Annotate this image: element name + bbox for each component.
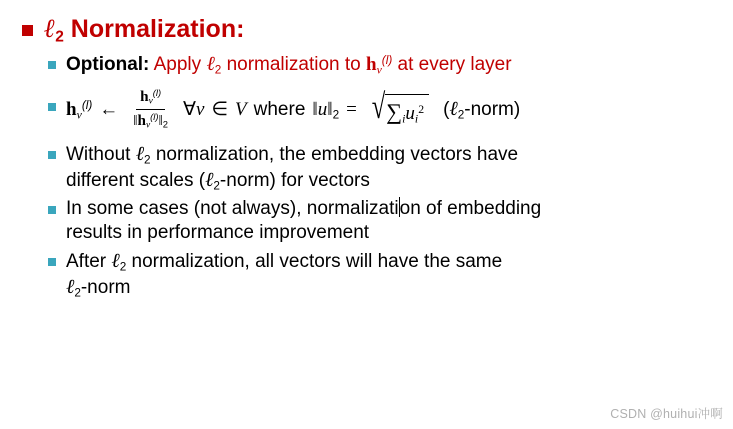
bullet-optional-vector-sub: v (376, 63, 382, 77)
after-line1-ell-sub: 2 (119, 260, 127, 274)
bullet-optional-pre: Apply (153, 54, 207, 76)
formula-square-root (366, 87, 429, 127)
after-line2-ell-sub: 2 (74, 286, 81, 300)
bullet-optional-ell: ℓ (206, 53, 215, 76)
formula-forall: ∀ (183, 98, 197, 120)
formula-expression (66, 87, 520, 133)
page-title (44, 14, 244, 46)
formula-norm-u: $‖u‖_2$ (312, 98, 340, 121)
bullet-optional-lead: Optional: (66, 54, 150, 76)
formula-in-symbol: ∈ (211, 98, 229, 120)
slide-title-row (22, 14, 715, 46)
without-line1-pre: Without (66, 143, 136, 165)
bullet-some-cases-text (66, 197, 541, 246)
title-label: Normalization: (70, 15, 245, 43)
formula-set-v: V (235, 98, 247, 120)
title-ell-symbol: ℓ (44, 14, 56, 43)
bullet-optional-vector-sup: (l) (381, 54, 393, 68)
bullet-without-normalization (48, 142, 715, 194)
without-line2-pre: different scales ( (66, 169, 206, 191)
after-line2-post: -norm (80, 277, 131, 298)
without-line1-ell: ℓ (135, 142, 145, 165)
bullet-after-normalization (48, 249, 715, 301)
some-cases-line1b: on of embedding (399, 197, 542, 219)
bullet-optional-vector: h (365, 54, 377, 76)
formula-norm-annotation: (ℓ$_2$-norm) (443, 97, 521, 122)
bullet-optional (48, 52, 715, 78)
formula-radicand: $\sum_iu_i^2$ (385, 94, 429, 127)
radical-icon: √ (371, 87, 386, 127)
formula-where-label: where (253, 98, 306, 120)
bullet-square-red-icon (22, 25, 33, 36)
bullet-after-normalization-text (66, 249, 502, 301)
formula-fraction-numerator: $h_v^{(l)}$ (136, 87, 165, 110)
bullet-square-teal-icon (48, 61, 56, 69)
bullet-some-cases (48, 197, 715, 246)
without-line1-post: normalization, the embedding vectors have (150, 143, 519, 165)
formula-fraction-denominator: $‖h_v^{(l)}‖_2$ (133, 111, 169, 132)
title-ell-subscript: 2 (55, 28, 64, 46)
after-line2-ell: ℓ (66, 276, 75, 298)
formula-assign-arrow: ← (99, 98, 119, 120)
some-cases-line1a: In some cases (not always), normalizati (66, 197, 399, 219)
bullet-formula (48, 87, 715, 133)
bullet-without-normalization-text (66, 142, 518, 194)
after-line1-ell: ℓ (111, 250, 120, 273)
formula-var-v: v (196, 98, 205, 120)
bullet-optional-text (66, 52, 512, 78)
without-line2-post: -norm) for vectors (219, 169, 370, 191)
formula-equals: = (346, 98, 357, 120)
without-line2-ell-sub: 2 (213, 179, 220, 193)
bullet-square-teal-icon (48, 258, 56, 266)
watermark-label: CSDN @huihui冲啊 (610, 407, 723, 421)
formula-fraction (129, 87, 172, 133)
bullet-optional-mid: normalization to (221, 54, 366, 76)
formula-lhs: $h_v^{(l)}$ (66, 98, 93, 121)
bullet-square-teal-icon (48, 103, 56, 111)
bullet-square-teal-icon (48, 151, 56, 159)
bullet-optional-post: at every layer (392, 54, 512, 76)
after-line1-pre: After (66, 251, 112, 273)
bullet-square-teal-icon (48, 206, 56, 214)
without-line2-ell: ℓ (205, 168, 214, 191)
after-line1-post: normalization, all vectors will have the same (126, 251, 503, 273)
bullet-optional-ell-sub: 2 (214, 63, 222, 77)
without-line1-ell-sub: 2 (144, 153, 151, 167)
some-cases-line2: results in performance improvement (66, 222, 370, 244)
